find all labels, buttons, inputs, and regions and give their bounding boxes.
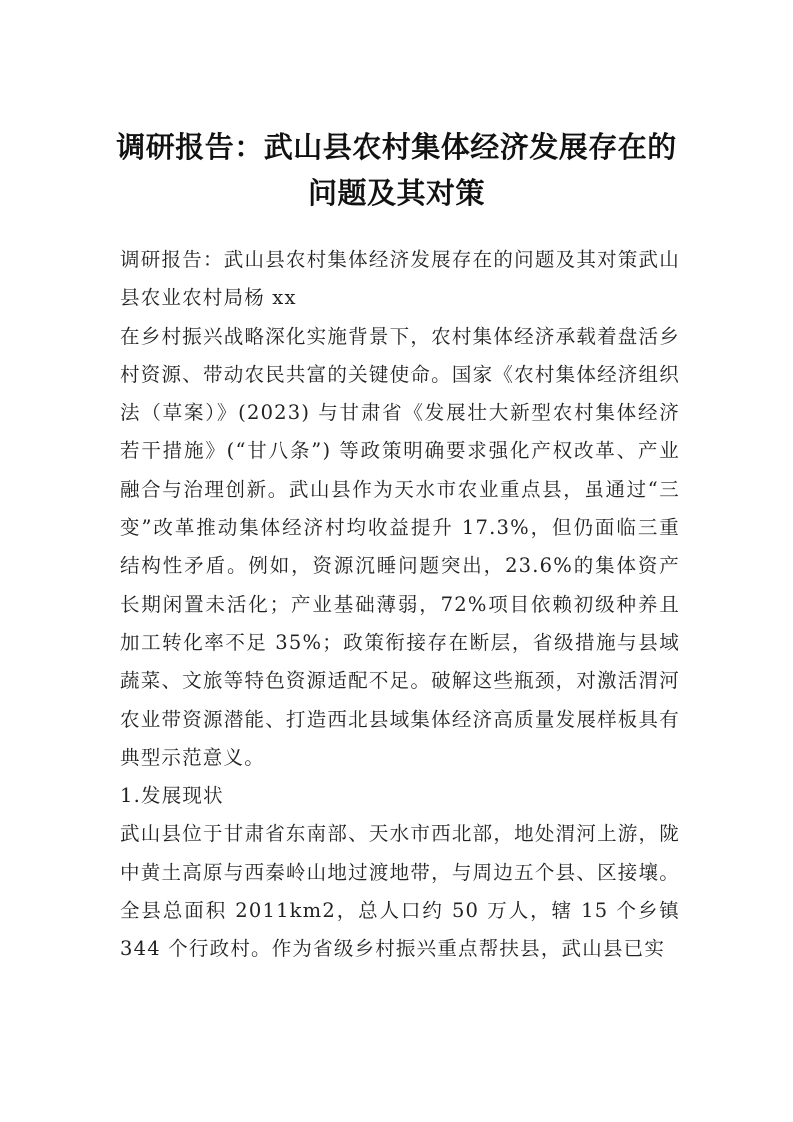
- section-paragraph: 武山县位于甘肃省东南部、天水市西北部，地处渭河上游，陇中黄土高原与西秦岭山地过渡地带，与周边五个县、区接壤。全县总面积 2011km2，总人口约 50 万人，辖 15 个乡镇 344 个行政村。作为省级乡村振兴重点帮扶县，武山县已实: [120, 822, 680, 961]
- document-title-line-1: 调研报告：武山县农村集体经济发展存在的: [116, 130, 677, 164]
- intro-paragraph: 调研报告：武山县农村集体经济发展存在的问题及其对策武山县农业农村局杨 xx: [120, 248, 680, 310]
- section-heading: 1.发展现状: [120, 784, 224, 808]
- document-body: [120, 241, 680, 969]
- document-title-line-2: 问题及其对策: [307, 176, 485, 210]
- background-paragraph: 在乡村振兴战略深化实施背景下，农村集体经济承载着盘活乡村资源、带动农民共富的关键使命。国家《农村集体经济组织法（草案）》(2023) 与甘肃省《发展壮大新型农村集体经济若干措施》(“甘八条”) 等政策明确要求强化产权改革、产业融合与治理创新。武山县作为天水市农业重点县，虽通过“三变”改革推动集体经济村均收益提升 17.3%，但仍面临三重结构性矛盾。例如，资源沉睡问题突出，23.6%的集体资产长期闲置未活化；产业基础薄弱，72%项目依赖初级种养且加工转化率不足 35%；政策衔接存在断层，省级措施与县域蔬菜、文旅等特色资源适配不足。破解这些瓶颈，对激活渭河农业带资源潜能、打造西北县域集体经济高质量发展样板具有典型示范意义。: [120, 324, 680, 769]
